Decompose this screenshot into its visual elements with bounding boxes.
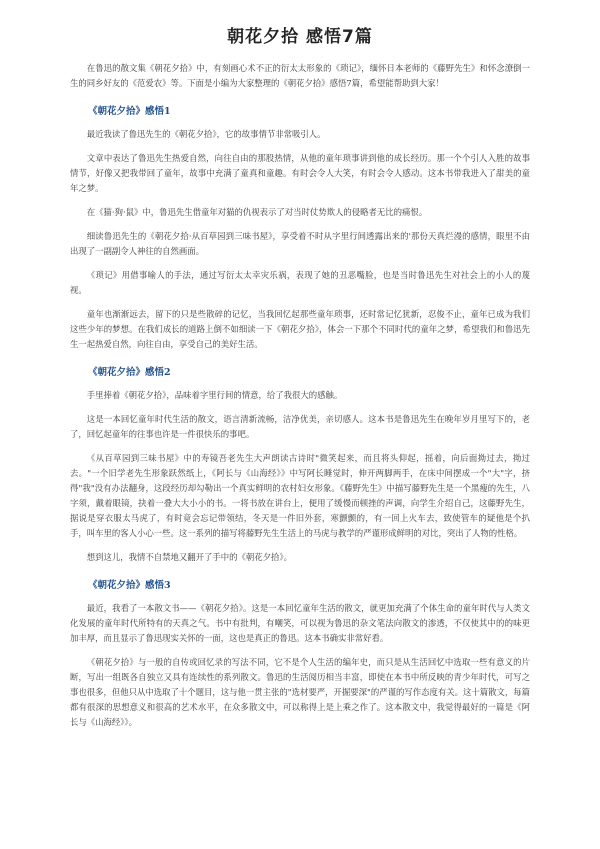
section-1-paragraph: 在《猫·狗·鼠》中，鲁迅先生借童年对猫的仇视表示了对当时仗势欺人的侵略者无比的痛恨。 bbox=[86, 207, 428, 217]
section-heading-3: 《朝花夕拾》感悟3 bbox=[88, 580, 171, 591]
section-heading-1: 《朝花夕拾》感悟1 bbox=[88, 106, 171, 117]
section-2-paragraph: 这是一本回忆童年时代生活的散文，语言清新流畅，洁净优美，亲切感人。这本书是鲁迅先生在晚年岁月里写下的，老了，回忆起童年的往事也许是一件很快乐的事吧。 bbox=[70, 414, 530, 439]
section-2-paragraph: 想到这儿，我情不自禁地又翻开了手中的《朝花夕拾》。 bbox=[86, 552, 292, 562]
page-title: 朝花夕拾 感悟7篇 bbox=[227, 27, 373, 47]
section-1-paragraph: 文章中表达了鲁迅先生热爱自然，向往自由的那股热情，从他的童年琐事讲到他的成长经历。那一个个引人入胜的故事情节，好像又把我带回了童年，故事中充满了童真和童趣。有时会令人大笑，有时会令人感动。这本书带我进入了甜美的童年之梦。 bbox=[70, 153, 530, 193]
section-1-paragraph: 《琐记》用借事喻人的手法，通过写衍太太幸灾乐祸，表现了她的丑恶嘴脸，也是当时鲁迅先生对社会上的小人的蔑视。 bbox=[70, 270, 530, 295]
section-1-paragraph: 童年也渐渐远去，留下的只是些散碎的记忆，当我回忆起那些童年琐事，还时常记忆犹新，忍俊不止，童年已成为我们这些少年的梦想。在我们成长的道路上倒不如细读一下《朝花夕拾》，体会一下那个不同时代的童年之梦，希望我们和鲁迅先生一起热爱自然，向往自由，享受自己的美好生活。 bbox=[70, 309, 530, 349]
section-2-paragraph: 《从百草园到三味书屋》中的寿镜吾老先生大声朗读古诗时"微笑起来，而且将头仰起，摇着，向后面拗过去，拗过去。"一个旧学老先生形象跃然纸上，《阿长与《山海经》》中写阿长睡觉时，伸开两脚两手，在床中间摆成一个"大"字，挤得"我"没有办法翻身，这段经历却勾勒出一个真实鲜明的农村妇女形象。《藤野先生》中描写藤野先生是一个黑瘦的先生，八字须，戴着眼镜，抉着一叠大大小小的书。一将书放在讲台上，便用了缓慢而顿挫的声调，向学生介绍自己，这藤野先生，据说是穿衣服太马虎了，有时竟会忘记带领结，冬天是一件旧外套，寒颤颤的，有一回上火车去，致使管车的疑他是个扒手，叫车里的客人小心一些。这一系列的描写将藤野先生生活上的马虎与教学的严谨形成鲜明的对比，突出了人物的性格。 bbox=[70, 453, 530, 538]
section-heading-2: 《朝花夕拾》感悟2 bbox=[88, 367, 171, 378]
section-3-paragraph: 《朝花夕拾》与一般的自传或回忆录的写法不同，它不是个人生活的编年史，而只是从生活回忆中选取一些有意义的片断，写出一组既各自独立又具有连续性的系列散文。鲁迅的生活阅历相当丰富，即使在本书中所反映的青少年时代，可写之事也很多，但他只从中选取了十个题目，这与他一贯主张的"选材要严，开掘要深"的严谨的写作态度有关。这十篇散文，每篇都有很深的思想意义和很高的艺术水平，在众多散文中，可以称得上是上乘之作了。这本散文中，我觉得最好的一篇是《阿长与《山海经》》。 bbox=[70, 657, 530, 727]
intro-paragraph: 在鲁迅的散文集《朝花夕拾》中，有刻画心术不正的衍太太形象的《琐记》，缅怀日本老师的《藤野先生》和怀念潦倒一生的同乡好友的《范爱农》等。下面是小编为大家整理的《朝花夕拾》感悟7篇，希望能帮助到大家！ bbox=[70, 63, 530, 88]
section-3-paragraph: 最近，我看了一本散文书——《朝花夕拾》。这是一本回忆童年生活的散文，就更加充满了个体生命的童年时代与人类文化发展的童年时代所特有的天真之气。书中有批判，有嘲笑，可以视为鲁迅的杂文笔法向散文的渗透，不仅使其中的的味更加丰厚，而且显示了鲁迅现实关怀的一面，这也是真正的鲁迅。这本书确实非常好看。 bbox=[70, 603, 530, 643]
section-1-paragraph: 细读鲁迅先生的《朝花夕拾·从百草园到三味书屋》，享受着不时从字里行间透露出来的'那份天真烂漫的感情，眼里不由出现了一副副令人神往的自然画面。 bbox=[70, 231, 530, 256]
section-2-paragraph: 手里捧着《朝花夕拾》，品味着字里行间的情意，给了我很大的感触。 bbox=[86, 390, 343, 400]
section-1-paragraph: 最近我读了鲁迅先生的《朝花夕拾》，它的故事情节非常吸引人。 bbox=[86, 129, 326, 139]
